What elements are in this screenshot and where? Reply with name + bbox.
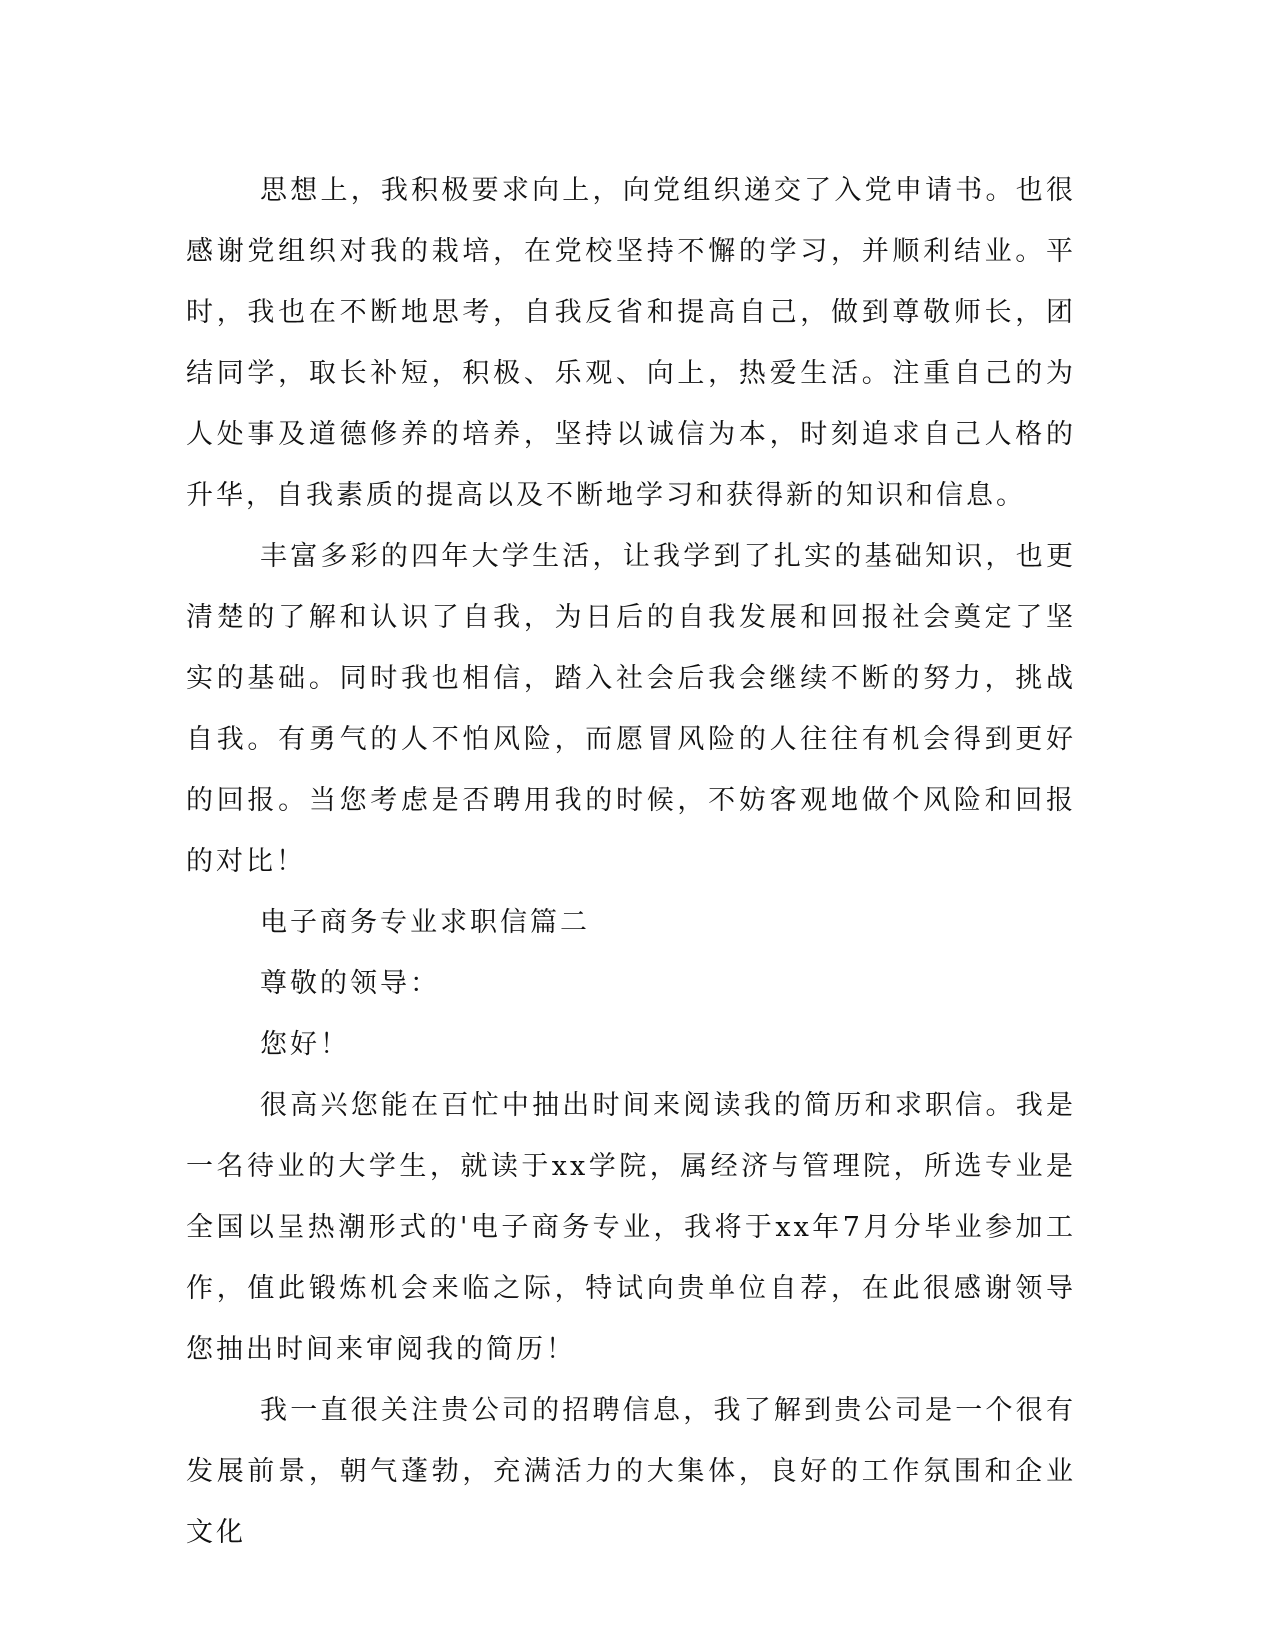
paragraph-political-thinking: 思想上，我积极要求向上，向党组织递交了入党申请书。也很感谢党组织对我的栽培，在党校坚持不懈的学习，并顺利结业。平时，我也在不断地思考，自我反省和提高自己，做到尊敬师长，团结同学，取长补短，积极、乐观、向上，热爱生活。注重自己的为人处事及道德修养的培养，坚持以诚信为本，时刻追求自己人格的升华，自我素质的提高以及不断地学习和获得新的知识和信息。 [186,175,1076,511]
paragraph-university-life: 丰富多彩的四年大学生活，让我学到了扎实的基础知识，也更清楚的了解和认识了自我，为日后的自我发展和回报社会奠定了坚实的基础。同时我也相信，踏入社会后我会继续不断的努力，挑战自我。有勇气的人不怕风险，而愿冒风险的人往往有机会得到更好的回报。当您考虑是否聘用我的时候，不妨客观地做个风险和回报的对比！ [186,541,1076,877]
paragraph-company-interest: 我一直很关注贵公司的招聘信息，我了解到贵公司是一个很有发展前景，朝气蓬勃，充满活力的大集体，良好的工作氛围和企业文化 [186,1395,1076,1548]
salutation: 尊敬的领导： [260,968,440,999]
section-title: 电子商务专业求职信篇二 [260,907,590,938]
greeting: 您好！ [260,1029,350,1060]
paragraph-self-introduction: 很高兴您能在百忙中抽出时间来阅读我的简历和求职信。我是一名待业的大学生，就读于xx学院，属经济与管理院，所选专业是全国以呈热潮形式的'电子商务专业，我将于xx年7月分毕业参加工作，值此锻炼机会来临之际，特试向贵单位自荐，在此很感谢领导您抽出时间来审阅我的简历！ [186,1090,1076,1365]
document-body [186,160,1076,1563]
